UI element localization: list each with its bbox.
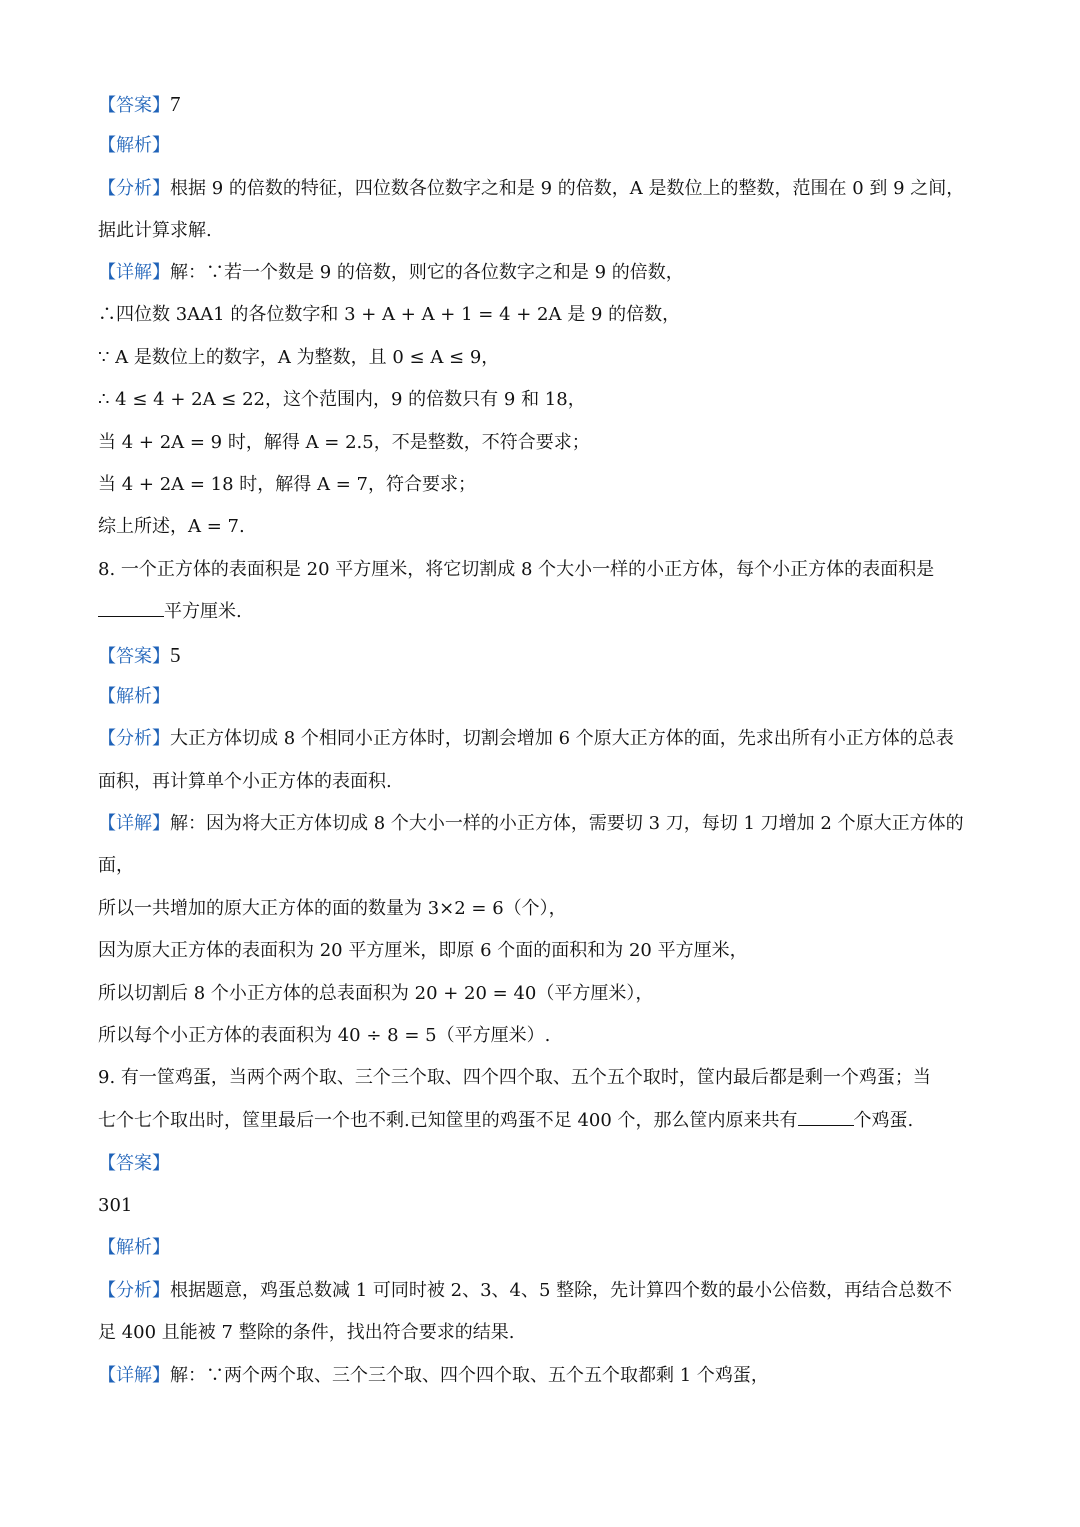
analysis-tag-q9 [98,1234,1020,1262]
section-text: 解：∵若一个数是 9 的倍数，则它的各位数字之和是 9 的倍数， [170,262,684,283]
question-8-continued [98,598,1020,626]
section-tag: 【详解】 [98,813,170,834]
analysis-tag: 【解析】 [98,135,170,156]
text-line: ∵ A 是数位上的数字，A 为整数，且 0 ≤ A ≤ 9， [98,347,500,368]
section-tag: 【分析】 [98,1280,170,1301]
text-line: 据此计算求解. [98,220,212,241]
section-text: 根据题意，鸡蛋总数减 1 可同时被 2、3、4、5 整除，先计算四个数的最小公倍数，再结合总数不 [170,1280,953,1301]
answer-tag: 【答案】 [98,95,170,116]
section-tag: 【详解】 [98,1365,170,1386]
text-line: ∴四位数 3AA1 的各位数字和 3 + A + A + 1 = 4 + 2A 是 9 的倍数， [98,304,681,325]
text-line: 综上所述，A = 7. [98,516,245,537]
answer-value: 7 [170,92,181,116]
text-line: 所以切割后 8 个小正方体的总表面积为 20 + 20 = 40（平方厘米）， [98,983,654,1004]
answer-blank [798,1124,854,1126]
answer-blank [98,615,164,617]
section-text: 解：∵两个两个取、三个三个取、四个四个取、五个五个取都剩 1 个鸡蛋， [170,1365,769,1386]
text-line: 足 400 且能被 7 整除的条件，找出符合要求的结果. [98,1322,515,1343]
section-text: 大正方体切成 8 个相同小正方体时，切割会增加 6 个原大正方体的面，先求出所有小正方体的总表 [170,728,954,749]
section-text: 解：因为将大正方体切成 8 个大小一样的小正方体，需要切 3 刀，每切 1 刀增加 2 个原大正方体的 [170,813,964,834]
question-9-unit: 个鸡蛋. [853,1110,914,1131]
answer-tag: 【答案】 [98,646,170,667]
text-line: 面积，再计算单个小正方体的表面积. [98,771,392,792]
analysis-tag-q8 [98,683,1020,711]
question-9-continued [98,1107,1020,1135]
text-line: ∴ 4 ≤ 4 + 2A ≤ 22，这个范围内，9 的倍数只有 9 和 18， [98,389,586,410]
analysis-tag-q7 [98,132,1020,160]
text-line [98,810,1020,838]
text-line [98,725,1020,753]
answer-value: 5 [170,643,181,667]
answer-line-q9 [98,1150,1020,1178]
question-9-text: 七个七个取出时，筐里最后一个也不剩.已知筐里的鸡蛋不足 400 个，那么筐内原来共有 [98,1110,798,1131]
section-tag: 【分析】 [98,728,170,749]
text-line: 所以每个小正方体的表面积为 40 ÷ 8 = 5（平方厘米）. [98,1025,551,1046]
text-line: 当 4 + 2A = 9 时，解得 A = 2.5，不是整数，不符合要求； [98,432,590,453]
text-line [98,175,1020,203]
analysis-tag: 【解析】 [98,1237,170,1258]
question-8-unit: 平方厘米. [164,601,242,622]
text-line [98,259,1020,287]
text-line: 面， [98,855,134,876]
text-line [98,1362,1020,1390]
analysis-tag: 【解析】 [98,686,170,707]
answer-line-q8 [98,641,1020,671]
answer-value-q9: 301 [98,1195,133,1216]
text-line: 所以一共增加的原大正方体的面的数量为 3×2 = 6（个）， [98,898,567,919]
section-tag: 【详解】 [98,262,170,283]
text-line [98,1277,1020,1305]
text-line: 当 4 + 2A = 18 时，解得 A = 7，符合要求； [98,474,476,495]
text-line: 因为原大正方体的表面积为 20 平方厘米，即原 6 个面的面积和为 20 平方厘米， [98,940,748,961]
answer-tag: 【答案】 [98,1153,170,1174]
section-tag: 【分析】 [98,178,170,199]
section-text: 根据 9 的倍数的特征，四位数各位数字之和是 9 的倍数，A 是数位上的整数，范围在 0 到 9 之间， [170,178,965,199]
question-9: 9. 有一筐鸡蛋，当两个两个取、三个三个取、四个四个取、五个五个取时，筐内最后都是剩一个鸡蛋；当 [98,1067,931,1088]
answer-line-q7 [98,90,1020,120]
question-8: 8. 一个正方体的表面积是 20 平方厘米，将它切割成 8 个大小一样的小正方体，每个小正方体的表面积是 [98,559,935,580]
